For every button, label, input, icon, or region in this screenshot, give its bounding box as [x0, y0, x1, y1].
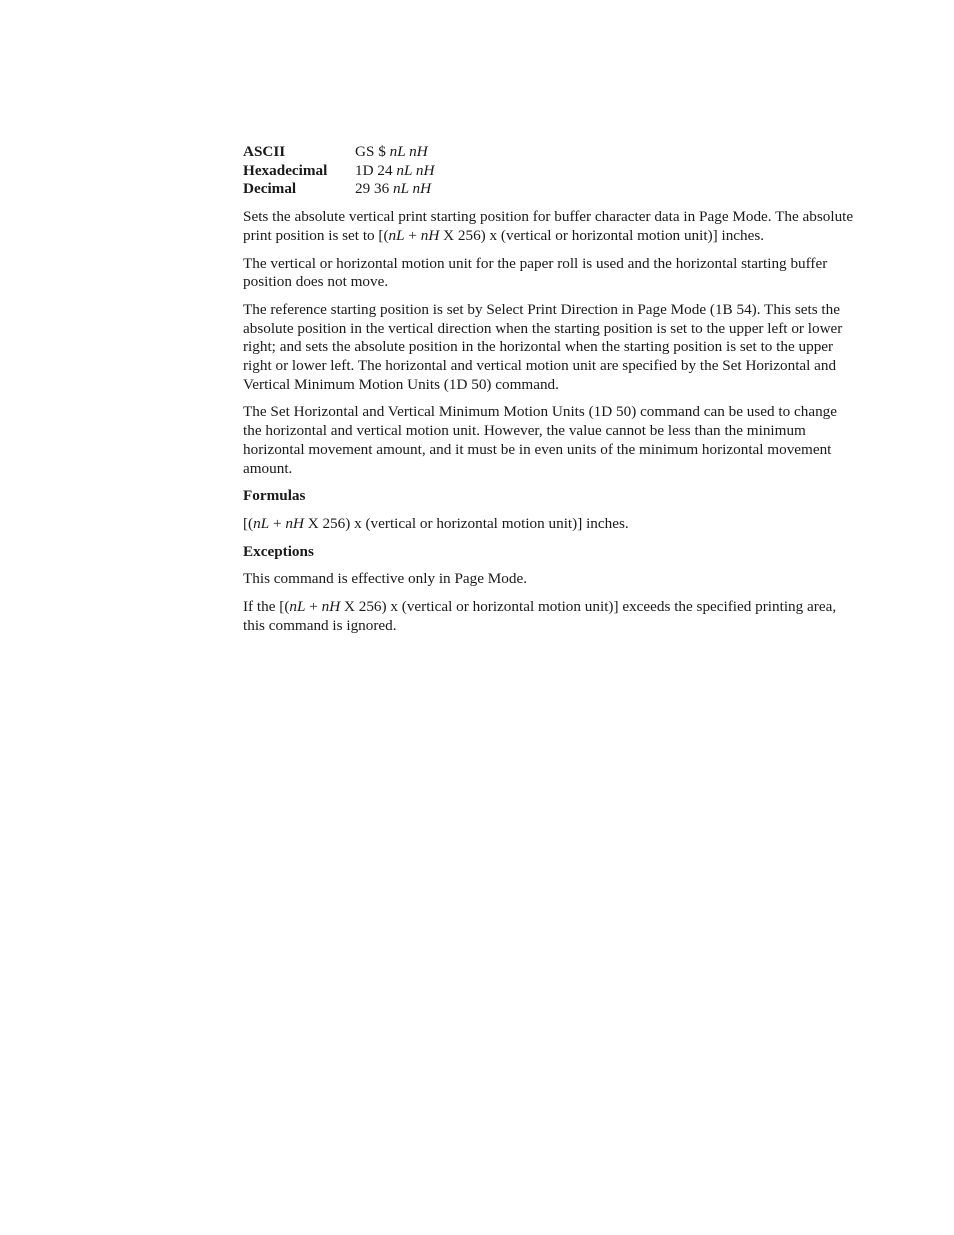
command-prefix: GS $ [355, 143, 390, 160]
command-value [355, 143, 434, 162]
description-paragraph-4: The Set Horizontal and Vertical Minimum Motion Units (1D 50) command can be used to change the horizontal and vertical motion unit. However, the value cannot be less than the minimum horizontal movement amount, and it must be in even units of the minimum horizontal movement amount. [243, 403, 838, 477]
command-prefix: 29 36 [355, 180, 393, 198]
exceptions-paragraph-2 [243, 598, 855, 635]
param-nl: nL [289, 598, 306, 616]
command-table [243, 143, 434, 199]
command-label: Decimal [243, 180, 297, 198]
param-nh: nH [321, 598, 341, 616]
command-value [355, 180, 434, 199]
command-params: nL nH [396, 161, 435, 179]
formulas-heading: Formulas [243, 487, 306, 505]
command-row-ascii [243, 143, 434, 162]
param-nh: nH [285, 514, 304, 532]
command-label: Hexadecimal [243, 161, 328, 179]
text-span: + [305, 598, 322, 616]
description-paragraph-2: The vertical or horizontal motion unit for the paper roll is used and the horizontal starting buffer position does not move. [243, 254, 828, 291]
text-span: X 256) x (vertical or horizontal motion unit)] inches. [439, 226, 765, 244]
text-span: X 256) x (vertical or horizontal motion unit)] exceeds the specified printing area, this command is ignored. [243, 598, 837, 634]
command-params: nL nH [389, 143, 428, 160]
exceptions-heading: Exceptions [243, 542, 314, 560]
text-span: X 256) x (vertical or horizontal motion unit)] inches. [303, 514, 629, 532]
text-span: [( [243, 514, 254, 532]
text-span: Sets the absolute vertical print starting position for buffer character data in Page Mode. The absolute print position is set to [( [243, 208, 854, 244]
exceptions-paragraph-1: This command is effective only in Page Mode. [243, 570, 528, 588]
command-params: nL nH [392, 180, 432, 198]
text-span: + [269, 514, 286, 532]
command-row-hexadecimal [243, 162, 434, 181]
page-content [243, 143, 855, 644]
command-value [355, 162, 434, 181]
description-paragraph-1 [243, 208, 855, 245]
command-label: ASCII [243, 143, 286, 160]
command-prefix: 1D 24 [355, 161, 397, 179]
param-nh: nH [420, 226, 440, 244]
command-row-decimal [243, 180, 434, 199]
param-nl: nL [388, 226, 405, 244]
text-span: If the [( [243, 598, 290, 616]
description-paragraph-3: The reference starting position is set by Select Print Direction in Page Mode (1B 54). This sets the absolute position in the vertical direction when the starting position is set to the upper left or lower right; and sets the absolute position in the horizontal when the starting position is set to the upper right or lower left. The horizontal and vertical motion unit are specified by the Set Horizontal and Vertical Minimum Motion Units (1D 50) command. [243, 300, 843, 393]
formula-text [243, 515, 855, 534]
param-nl: nL [253, 514, 270, 532]
text-span: + [404, 226, 421, 244]
